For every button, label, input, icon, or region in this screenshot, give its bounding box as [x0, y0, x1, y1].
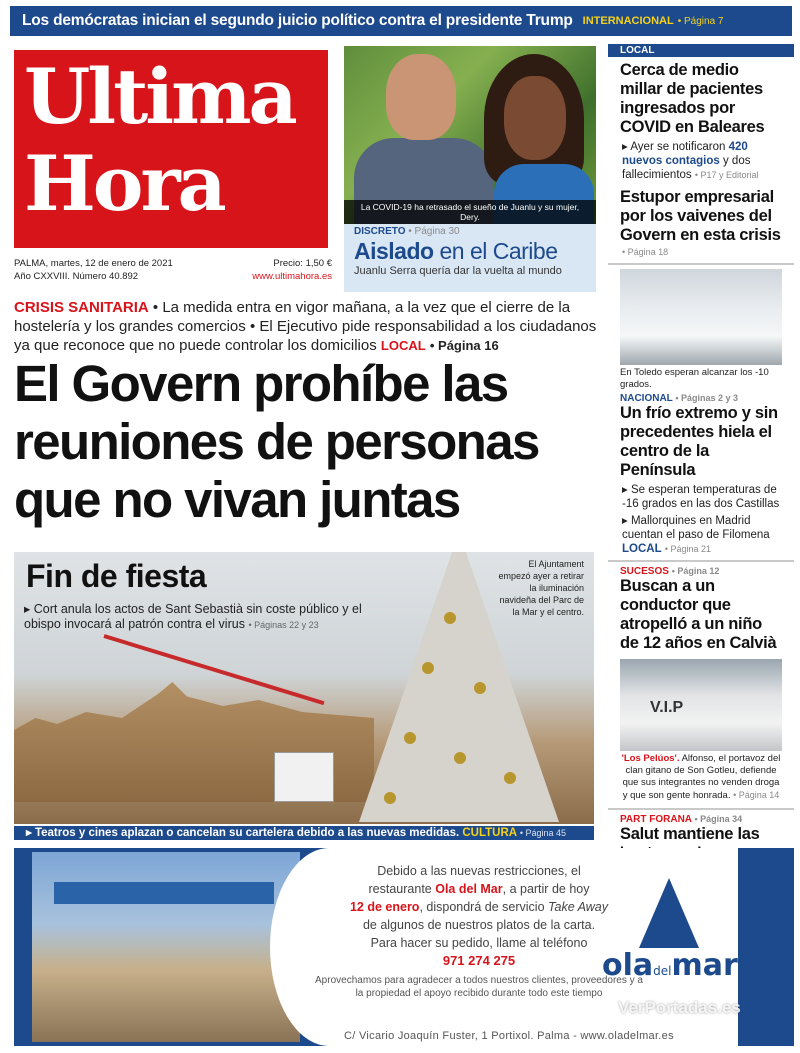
sucesos-kicker: SUCESOS [620, 566, 669, 577]
discreto-headline-a: Aislado [354, 238, 434, 264]
frio-bullet-2-text: Mallorquines en Madrid cuentan el paso de Filomena [622, 515, 770, 541]
covid-bullet-c: y dos fallecimientos [622, 155, 751, 181]
teatros-section: CULTURA [462, 827, 517, 839]
ad-address[interactable]: C/ Vicario Joaquín Fuster, 1 Portixol. Palma - www.oladelmar.es [344, 1030, 674, 1042]
frio-bullet-2: ▸ Mallorquines en Madrid cuentan el paso de Filomena [622, 515, 770, 541]
peluos-ref: • Página 14 [733, 790, 780, 800]
date-place: PALMA, martes, 12 de enero de 2021 [14, 258, 173, 269]
covid-bullet-a: Ayer se notificaron [630, 141, 726, 153]
brand-ola: ola [602, 948, 654, 983]
teatros-page: • Página 45 [519, 828, 567, 838]
fiesta-caption: El Ajuntament empezó ayer a retirar la iluminación navideña del Parc de la Mar y el centro. [498, 559, 584, 617]
divider [608, 560, 794, 562]
discreto-box[interactable] [344, 224, 596, 292]
brand-mar: mar [671, 948, 738, 983]
top-headline: Los demócratas inician el segundo juicio político contra el presidente Trump [22, 12, 573, 29]
divider [608, 808, 794, 810]
ornament [404, 732, 416, 744]
covid-bullet: ▸ Ayer se notificaron 420 nuevos contagios y dos fallecimientos • P17 y Editorial [622, 141, 759, 181]
ornament [444, 612, 456, 624]
woman-face [504, 76, 566, 160]
fiesta-photo-story[interactable] [14, 552, 594, 824]
nacional-kicker: NACIONAL [620, 393, 673, 404]
ad-line-1: Debido a las nuevas restricciones, el [377, 864, 581, 878]
crane-arm [103, 634, 324, 705]
toledo-caption: En Toledo esperan alcanzar los -10 grados. [620, 367, 769, 390]
frio-headline[interactable]: Un frío extremo y sin precedentes hiela el centro de la Península [620, 404, 778, 479]
covid-headline[interactable]: Cerca de medio millar de pacientes ingresados por COVID en Baleares [620, 61, 765, 136]
ad-line-2a: restaurante [368, 882, 432, 896]
ad-line-3b: , dispondrá de servicio [419, 900, 545, 914]
fiesta-title: Fin de fiesta [26, 558, 207, 594]
brand-del: del [653, 964, 672, 978]
sail-logo-icon [639, 878, 699, 948]
vip-car-photo [620, 659, 782, 751]
ad-brand [602, 948, 738, 983]
ad-phone[interactable]: 971 274 275 [442, 953, 516, 968]
issue-number: Año CXXVIII. Número 40.892 [14, 271, 139, 282]
forana-kicker: PART FORANA [620, 814, 692, 825]
crisis-text-a: • La medida entra en vigor mañana, a la vez que el cierre de la hostelería y los grandes comercios • [14, 299, 571, 335]
couple-photo [344, 46, 596, 224]
terrace-photo [32, 852, 300, 1042]
ad-thanks: Aprovechamos para agradecer a todos nuestros clientes, proveedores y a la propiedad el apoyo recibido durante todo este tiempo [315, 975, 643, 999]
top-page: • Página 7 [677, 15, 724, 27]
peluos-text: Alfonso, el portavoz del clan gitano de Son Gotleu, defiende que sus integrantes no venden droga y que son gente honrada. [622, 753, 781, 801]
fiesta-deck-text: Cort anula los actos de Sant Sebastià sin coste público y el obispo invocará al patrón contra el virus [24, 602, 362, 631]
discreto-kicker: DISCRETO [354, 226, 406, 237]
forana-page: • Página 34 [694, 814, 743, 824]
ad-line-3a: 12 de enero [349, 900, 420, 914]
top-headline-bar[interactable] [10, 6, 792, 36]
teatros-text: Teatros y cines aplazan o cancelan su cartelera debido a las nuevas medidas. [34, 827, 460, 839]
ad-line-2b: Ola del Mar [435, 882, 503, 896]
discreto-page: • Página 30 [408, 226, 460, 237]
ornament [504, 772, 516, 784]
discreto-headline-b: en el Caribe [439, 238, 558, 264]
crisis-local: LOCAL [380, 338, 426, 353]
fiesta-deck: ▸ Cort anula los actos de Sant Sebastià sin coste público y el obispo invocará al patrón contra el virus • Páginas 22 y 23 [24, 602, 362, 631]
crisis-deck [14, 298, 600, 355]
truck [274, 752, 334, 802]
sucesos-headline[interactable]: Buscan a un conductor que atropelló a un niño de 12 años en Calvià [620, 577, 777, 652]
peluos-name: 'Los Pelúos'. [621, 753, 680, 764]
divider [608, 263, 794, 265]
main-headline[interactable]: El Govern prohíbe las reuniones de personas que no vivan juntas [14, 355, 539, 528]
estupor-ref: • Página 18 [622, 247, 669, 257]
ornament [384, 792, 396, 804]
frio-bullet-1: ▸ Se esperan temperaturas de -16 grados en las dos Castillas [622, 484, 780, 510]
sidebar [608, 44, 794, 901]
ornament [454, 752, 466, 764]
forana-headline[interactable]: Salut mantiene las [620, 825, 760, 843]
ad-line-4: de algunos de nuestros platos de la carta. [362, 918, 596, 932]
masthead-line-1: Ultima [24, 52, 295, 141]
frio-local-page: • Página 21 [664, 544, 711, 554]
ornament [474, 682, 486, 694]
ad-line-5: Para hacer su pedido, llame al teléfono [370, 936, 588, 950]
frio-bullet-1-text: Se esperan temperaturas de -16 grados en las dos Castillas [622, 484, 780, 510]
price: Precio: 1,50 € [273, 258, 332, 269]
ad-line-3c: Take Away [548, 900, 609, 914]
vip-plate: V.I.P [650, 699, 684, 716]
teatros-bar[interactable]: ▸ Teatros y cines aplazan o cancelan su cartelera debido a las nuevas medidas. CULTURA • Página 45 [14, 826, 594, 840]
peluos-caption [608, 751, 794, 804]
top-section: INTERNACIONAL [582, 15, 674, 27]
fiesta-pages: • Páginas 22 y 23 [248, 620, 319, 630]
local-tag: LOCAL [608, 44, 794, 57]
watermark: VerPortadas.es [618, 998, 741, 1017]
man-head [386, 54, 456, 140]
covid-bullet-b: 420 nuevos contagios [622, 141, 748, 167]
photo-caption: La COVID-19 ha retrasado el sueño de Juanlu y su mujer, Dery. [344, 200, 596, 224]
nacional-pages: • Páginas 2 y 3 [675, 393, 739, 403]
website-link[interactable]: www.ultimahora.es [252, 271, 332, 282]
toledo-snow-photo [620, 269, 782, 365]
sucesos-page: • Página 12 [671, 566, 720, 576]
crisis-kicker: CRISIS SANITARIA [14, 299, 149, 316]
masthead-logo [14, 50, 328, 248]
estupor-headline[interactable]: Estupor empresarial por los vaivenes del Govern en esta crisis [620, 188, 781, 244]
covid-ref: • P17 y Editorial [694, 170, 759, 180]
crisis-page: • Página 16 [429, 338, 499, 353]
discreto-sub: Juanlu Serra quería dar la vuelta al mundo [354, 265, 562, 277]
ad-text [314, 862, 644, 1000]
dateline [14, 257, 332, 283]
masthead-line-2: Hora [24, 139, 224, 228]
ornament [422, 662, 434, 674]
ad-line-2c: , a partir de hoy [502, 882, 590, 896]
frio-local: LOCAL [622, 543, 662, 555]
terrace-awning [54, 882, 274, 904]
crisis-text-b: El Ejecutivo pide responsabilidad a los ciudadanos ya que reconoce que no puede controlar los domicilios [14, 318, 597, 354]
